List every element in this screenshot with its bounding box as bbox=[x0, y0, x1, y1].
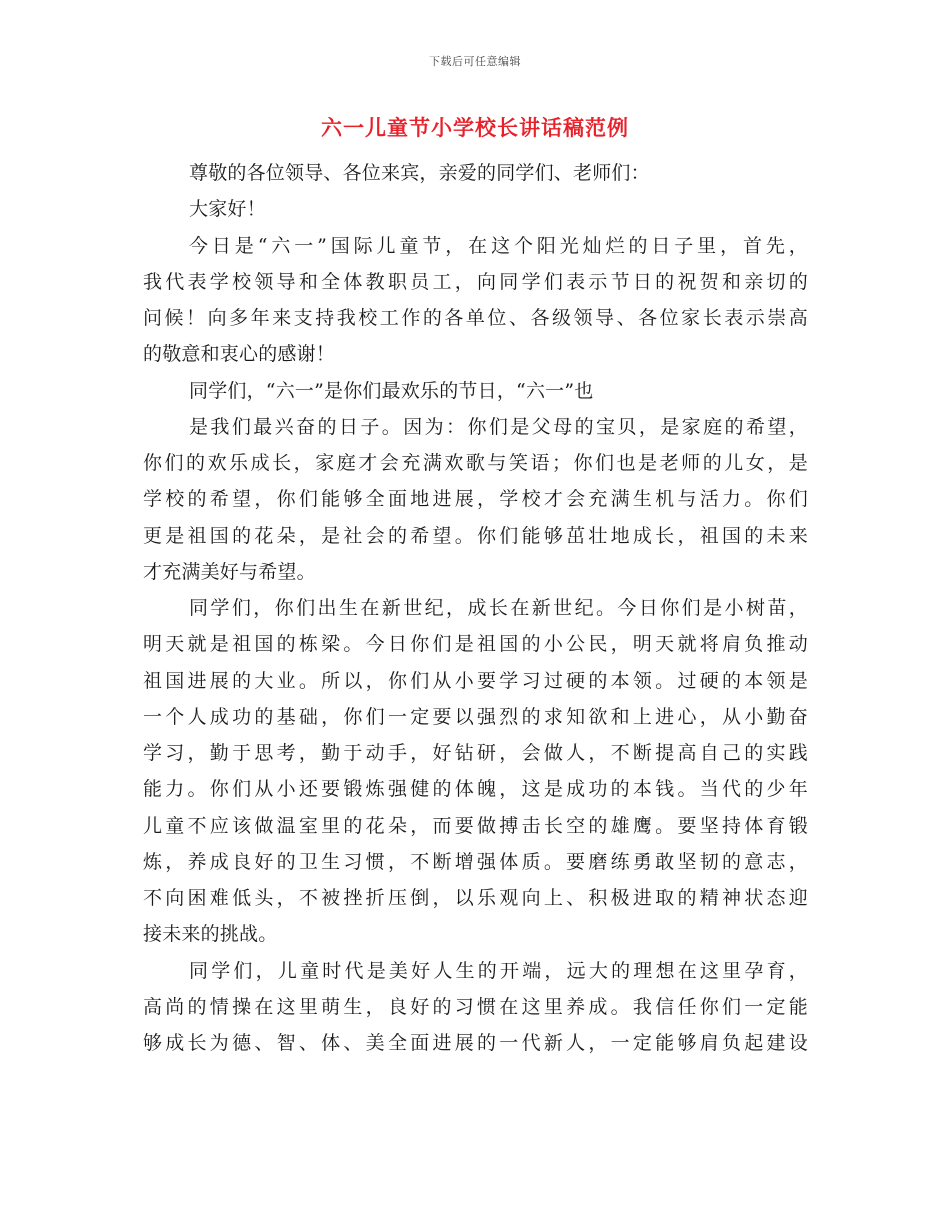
document-body bbox=[143, 155, 808, 1061]
text-line: 炼，养成良好的卫生习惯，不断增强体质。要磨练勇敢坚韧的意志， bbox=[143, 850, 808, 873]
text-line: 问候！向多年来支持我校工作的各单位、各级领导、各位家长表示崇高 bbox=[143, 307, 808, 329]
text-line: 儿童不应该做温室里的花朵，而要做搏击长空的雄鹰。要坚持体育锻 bbox=[143, 814, 808, 837]
text-line: 接未来的挑战。 bbox=[143, 923, 278, 946]
text-line: 尊敬的各位领导、各位来宾，亲爱的同学们、老师们： bbox=[189, 162, 650, 184]
text-line: 祖国进展的大业。所以，你们从小要学习过硬的本领。过硬的本领是 bbox=[143, 669, 808, 692]
text-line: 的敬意和衷心的感谢！ bbox=[143, 343, 336, 366]
text-line: 学校的希望，你们能够全面地进展，学校才会充满生机与活力。你们 bbox=[143, 488, 808, 511]
text-line: 不向困难低头，不被挫折压倒，以乐观向上、积极进取的精神状态迎 bbox=[143, 887, 808, 909]
text-line: 你们的欢乐成长，家庭才会充满欢歌与笑语；你们也是老师的儿女，是 bbox=[143, 452, 808, 474]
text-line: 高尚的情操在这里萌生，良好的习惯在这里养成。我信任你们一定能 bbox=[143, 995, 808, 1018]
text-line: 学习，勤于思考，勤于动手，好钻研，会做人，不断提高自己的实践 bbox=[143, 742, 808, 764]
header-note: 下载后可任意编辑 bbox=[429, 55, 521, 68]
text-line: 今日是“六一”国际儿童节，在这个阳光灿烂的日子里，首先， bbox=[189, 234, 808, 257]
text-line: 够成长为德、智、体、美全面进展的一代新人，一定能够肩负起建设 bbox=[143, 1032, 808, 1054]
document-title: 六一儿童节小学校长讲话稿范例 bbox=[321, 115, 629, 140]
text-line: 我代表学校领导和全体教职员工，向同学们表示节日的祝贺和亲切的 bbox=[143, 270, 808, 293]
text-line: 大家好！ bbox=[189, 198, 266, 221]
text-line: 才充满美好与希望。 bbox=[143, 560, 316, 583]
text-line: 能力。你们从小还要锻炼强健的体魄，这是成功的本钱。当代的少年 bbox=[143, 778, 808, 801]
text-line: 同学们，儿童时代是美好人生的开端，远大的理想在这里孕育， bbox=[189, 959, 808, 982]
text-line: 更是祖国的花朵，是社会的希望。你们能够茁壮地成长，祖国的未来 bbox=[143, 524, 808, 547]
text-line: 明天就是祖国的栋梁。今日你们是祖国的小公民，明天就将肩负推动 bbox=[143, 633, 808, 656]
text-line: 同学们，你们出生在新世纪，成长在新世纪。今日你们是小树苗， bbox=[189, 597, 808, 619]
text-line: 一个人成功的基础，你们一定要以强烈的求知欲和上进心，从小勤奋 bbox=[143, 705, 808, 728]
text-line: 同学们，“六一”是你们最欢乐的节日，“六一”也 bbox=[189, 379, 594, 402]
text-line: 是我们最兴奋的日子。因为：你们是父母的宝贝，是家庭的希望， bbox=[189, 415, 808, 438]
